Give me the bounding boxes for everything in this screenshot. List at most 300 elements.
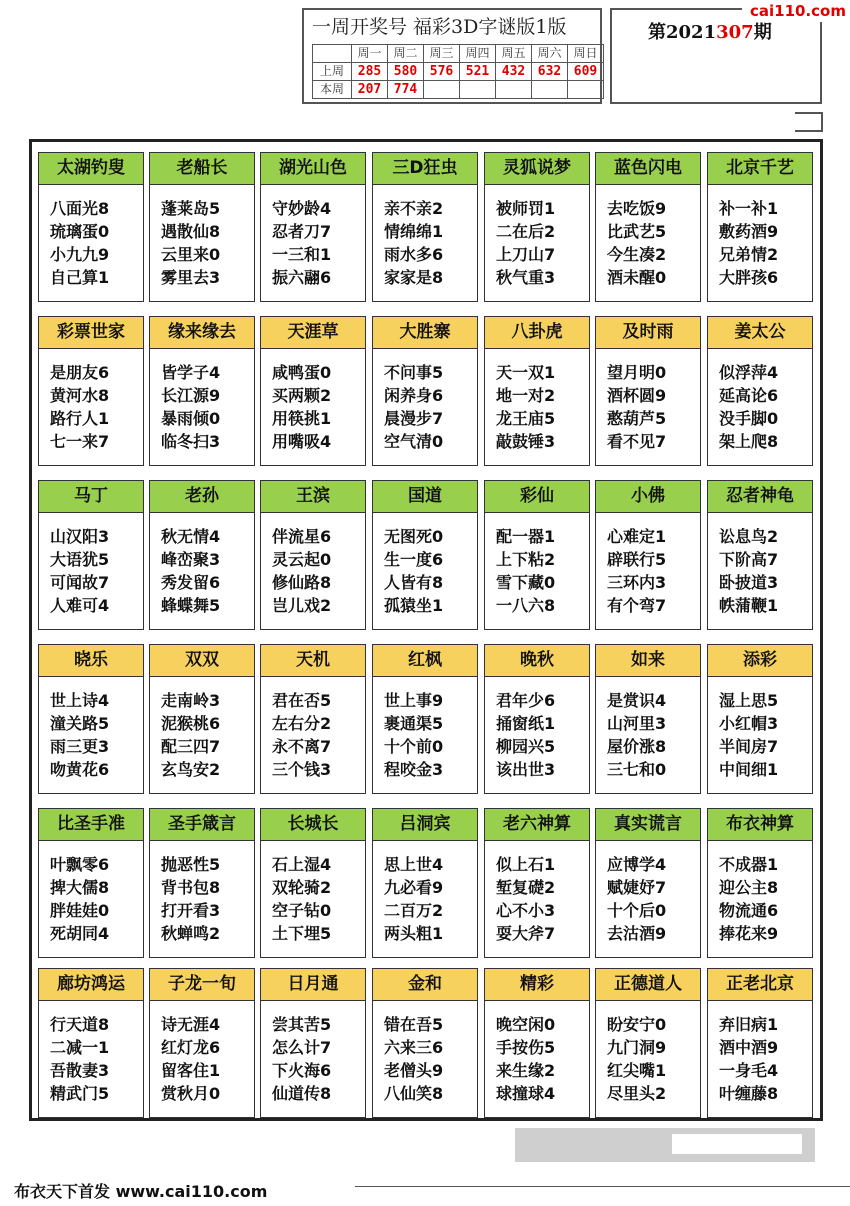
riddle-line: 灵云起0 bbox=[272, 550, 332, 569]
riddle-line: 仙道传8 bbox=[272, 1084, 332, 1103]
riddle-line: 买两颗2 bbox=[272, 386, 332, 405]
riddle-line: 不成器1 bbox=[719, 855, 779, 874]
draw-number bbox=[460, 81, 496, 99]
riddle-line: 该出世3 bbox=[496, 760, 556, 779]
riddle-card-title: 廊坊鸿运 bbox=[39, 969, 143, 1001]
riddle-line: 二减一1 bbox=[50, 1038, 110, 1057]
riddle-line: 人难可4 bbox=[50, 596, 110, 615]
riddle-line: 尽里头2 bbox=[607, 1084, 667, 1103]
riddle-line: 延高论6 bbox=[719, 386, 779, 405]
riddle-card bbox=[372, 480, 478, 630]
riddle-line: 孤猿坐1 bbox=[384, 596, 444, 615]
riddle-card-body bbox=[485, 349, 589, 453]
header-title: 一周开奖号 福彩3D字谜版1版 bbox=[312, 16, 567, 38]
draw-number: 285 bbox=[352, 63, 388, 81]
riddle-line: 振六翮6 bbox=[272, 268, 332, 287]
riddle-card bbox=[38, 480, 144, 630]
riddle-card-title: 吕洞宾 bbox=[373, 809, 477, 841]
riddle-line: 雨水多6 bbox=[384, 245, 444, 264]
riddle-line: 上刀山7 bbox=[496, 245, 556, 264]
last-week-label: 上周 bbox=[313, 63, 352, 81]
this-week-label: 本周 bbox=[313, 81, 352, 99]
footer-white-box bbox=[672, 1134, 802, 1154]
riddle-line: 泥猴桃6 bbox=[161, 714, 221, 733]
riddle-line: 长江源9 bbox=[161, 386, 221, 405]
riddle-card-body bbox=[373, 1001, 477, 1105]
riddle-line: 有个弯7 bbox=[607, 596, 667, 615]
riddle-card bbox=[595, 480, 701, 630]
riddle-line: 湿上思5 bbox=[719, 691, 779, 710]
riddle-line: 酒杯圆9 bbox=[607, 386, 667, 405]
riddle-card bbox=[38, 644, 144, 794]
riddle-line: 人皆有8 bbox=[384, 573, 444, 592]
riddle-line: 土下埋5 bbox=[272, 924, 332, 943]
riddle-line: 似浮萍4 bbox=[719, 363, 779, 382]
riddle-line: 似上石1 bbox=[496, 855, 556, 874]
riddle-line: 赏秋月0 bbox=[161, 1084, 221, 1103]
riddle-line: 山汉阳3 bbox=[50, 527, 110, 546]
riddle-card-body bbox=[596, 513, 700, 617]
riddle-line: 配三四7 bbox=[161, 737, 221, 756]
riddle-card bbox=[707, 316, 813, 466]
riddle-card-title: 太湖钓叟 bbox=[39, 153, 143, 185]
riddle-card-body bbox=[708, 841, 812, 945]
days-row bbox=[313, 45, 604, 63]
riddle-card-body bbox=[708, 677, 812, 781]
riddle-card-title: 彩仙 bbox=[485, 481, 589, 513]
issue-suffix: 期 bbox=[753, 22, 772, 43]
riddle-line: 叶飘零6 bbox=[50, 855, 110, 874]
riddle-line: 晨漫步7 bbox=[384, 409, 444, 428]
riddle-card-title: 天机 bbox=[261, 645, 365, 677]
riddle-line: 错在吾5 bbox=[384, 1015, 444, 1034]
riddle-line: 诗无涯4 bbox=[161, 1015, 221, 1034]
riddle-card-title: 缘来缘去 bbox=[150, 317, 254, 349]
riddle-card-title: 天涯草 bbox=[261, 317, 365, 349]
riddle-line: 背书包8 bbox=[161, 878, 221, 897]
draw-number: 432 bbox=[496, 63, 532, 81]
riddle-card-body bbox=[373, 513, 477, 617]
riddle-card-body bbox=[485, 841, 589, 945]
riddle-card-body bbox=[39, 841, 143, 945]
riddle-line: 半间房7 bbox=[719, 737, 779, 756]
riddle-line: 岂儿戏2 bbox=[272, 596, 332, 615]
riddle-card-title: 国道 bbox=[373, 481, 477, 513]
riddle-card bbox=[484, 644, 590, 794]
riddle-line: 蓬莱岛5 bbox=[161, 199, 221, 218]
riddle-card bbox=[595, 644, 701, 794]
riddle-line: 比武艺5 bbox=[607, 222, 667, 241]
riddle-line: 玄鸟安2 bbox=[161, 760, 221, 779]
riddle-line: 临冬扫3 bbox=[161, 432, 221, 451]
footer-divider bbox=[355, 1186, 850, 1187]
riddle-line: 尝其苦5 bbox=[272, 1015, 332, 1034]
riddle-line: 行天道8 bbox=[50, 1015, 110, 1034]
riddle-card bbox=[38, 316, 144, 466]
riddle-card-title: 晚秋 bbox=[485, 645, 589, 677]
riddle-line: 无图死0 bbox=[384, 527, 444, 546]
riddle-card-title: 子龙一旬 bbox=[150, 969, 254, 1001]
riddle-line: 三环内3 bbox=[607, 573, 667, 592]
riddle-line: 忍者刀7 bbox=[272, 222, 332, 241]
riddle-line: 屋价涨8 bbox=[607, 737, 667, 756]
riddle-card bbox=[260, 152, 366, 302]
riddle-card-title: 八卦虎 bbox=[485, 317, 589, 349]
riddle-line: 一身毛4 bbox=[719, 1061, 779, 1080]
riddle-line: 思上世4 bbox=[384, 855, 444, 874]
draw-number: 580 bbox=[388, 63, 424, 81]
riddle-line: 球撞球4 bbox=[496, 1084, 556, 1103]
riddle-card bbox=[149, 644, 255, 794]
issue-number-value: 307 bbox=[716, 22, 754, 43]
footer-text: 布衣天下首发 www.cai110.com bbox=[14, 1182, 268, 1201]
riddle-line: 抛恶性5 bbox=[161, 855, 221, 874]
riddle-card bbox=[595, 152, 701, 302]
riddle-card-title: 大胜寨 bbox=[373, 317, 477, 349]
riddle-line: 留客住1 bbox=[161, 1061, 221, 1080]
riddle-line: 卧披道3 bbox=[719, 573, 779, 592]
riddle-card-body bbox=[39, 185, 143, 289]
riddle-card bbox=[149, 152, 255, 302]
riddle-card-body bbox=[261, 185, 365, 289]
riddle-line: 捧花来9 bbox=[719, 924, 779, 943]
riddle-card bbox=[595, 968, 701, 1118]
riddle-card bbox=[260, 808, 366, 958]
riddle-line: 七一来7 bbox=[50, 432, 110, 451]
issue-number bbox=[648, 20, 772, 46]
riddle-card bbox=[484, 152, 590, 302]
site-logo-text[interactable]: cai110.com bbox=[742, 0, 850, 22]
riddle-line: 八仙笑8 bbox=[384, 1084, 444, 1103]
draw-number bbox=[424, 81, 460, 99]
riddle-card-body bbox=[39, 677, 143, 781]
riddle-line: 空气清0 bbox=[384, 432, 444, 451]
riddle-card-body bbox=[708, 513, 812, 617]
riddle-card-body bbox=[596, 1001, 700, 1105]
riddle-line: 老僧头9 bbox=[384, 1061, 444, 1080]
riddle-card-body bbox=[596, 349, 700, 453]
riddle-line: 补一补1 bbox=[719, 199, 779, 218]
riddle-line: 两头粗1 bbox=[384, 924, 444, 943]
riddle-line: 来生缘2 bbox=[496, 1061, 556, 1080]
riddle-line: 憨葫芦5 bbox=[607, 409, 667, 428]
riddle-card-body bbox=[261, 841, 365, 945]
riddle-line: 用筷挑1 bbox=[272, 409, 332, 428]
riddle-line: 八面光8 bbox=[50, 199, 110, 218]
riddle-line: 雾里去3 bbox=[161, 268, 221, 287]
riddle-line: 敲鼓锤3 bbox=[496, 432, 556, 451]
riddle-line: 地一对2 bbox=[496, 386, 556, 405]
riddle-line: 三个钱3 bbox=[272, 760, 332, 779]
riddle-line: 是朋友6 bbox=[50, 363, 110, 382]
riddle-line: 架上爬8 bbox=[719, 432, 779, 451]
riddle-line: 咸鸭蛋0 bbox=[272, 363, 332, 382]
riddle-line: 怎么计7 bbox=[272, 1038, 332, 1057]
riddle-line: 下火海6 bbox=[272, 1061, 332, 1080]
riddle-line: 秋蝉鸣2 bbox=[161, 924, 221, 943]
riddle-line: 峰峦聚3 bbox=[161, 550, 221, 569]
riddle-line: 九必看9 bbox=[384, 878, 444, 897]
day-label: 周三 bbox=[424, 45, 460, 63]
riddle-card-body bbox=[485, 185, 589, 289]
riddle-line: 一三和1 bbox=[272, 245, 332, 264]
riddle-line: 耍大斧7 bbox=[496, 924, 556, 943]
riddle-card-body bbox=[261, 1001, 365, 1105]
riddle-card-title: 长城长 bbox=[261, 809, 365, 841]
riddle-card-body bbox=[596, 841, 700, 945]
riddle-card bbox=[484, 316, 590, 466]
riddle-card-title: 金和 bbox=[373, 969, 477, 1001]
draw-number: 576 bbox=[424, 63, 460, 81]
riddle-line: 吾散妻3 bbox=[50, 1061, 110, 1080]
riddle-line: 山河里3 bbox=[607, 714, 667, 733]
riddle-line: 家家是8 bbox=[384, 268, 444, 287]
corner-decoration bbox=[795, 112, 823, 132]
riddle-card-body bbox=[373, 677, 477, 781]
riddle-card-title: 正德道人 bbox=[596, 969, 700, 1001]
riddle-card-title: 如来 bbox=[596, 645, 700, 677]
riddle-line: 小九九9 bbox=[50, 245, 110, 264]
day-label: 周日 bbox=[568, 45, 604, 63]
riddle-card bbox=[372, 316, 478, 466]
riddle-card-title: 北京千艺 bbox=[708, 153, 812, 185]
riddle-card bbox=[484, 480, 590, 630]
riddle-card-body bbox=[708, 185, 812, 289]
riddle-line: 手按伤5 bbox=[496, 1038, 556, 1057]
draw-number bbox=[532, 81, 568, 99]
riddle-line: 云里来0 bbox=[161, 245, 221, 264]
riddle-line: 弃旧病1 bbox=[719, 1015, 779, 1034]
riddle-line: 没手脚0 bbox=[719, 409, 779, 428]
riddle-line: 敷药酒9 bbox=[719, 222, 779, 241]
riddle-card bbox=[707, 644, 813, 794]
riddle-line: 看不见7 bbox=[607, 432, 667, 451]
day-label: 周二 bbox=[388, 45, 424, 63]
riddle-line: 胖娃娃0 bbox=[50, 901, 110, 920]
draw-number: 207 bbox=[352, 81, 388, 99]
riddle-line: 程咬金3 bbox=[384, 760, 444, 779]
riddle-line: 修仙路8 bbox=[272, 573, 332, 592]
riddle-card-body bbox=[150, 349, 254, 453]
riddle-line: 世上诗4 bbox=[50, 691, 110, 710]
riddle-line: 路行人1 bbox=[50, 409, 110, 428]
riddle-card-title: 灵狐说梦 bbox=[485, 153, 589, 185]
riddle-line: 自己算1 bbox=[50, 268, 110, 287]
riddle-line: 十个后0 bbox=[607, 901, 667, 920]
riddle-line: 十个前0 bbox=[384, 737, 444, 756]
riddle-card-title: 日月通 bbox=[261, 969, 365, 1001]
riddle-card-body bbox=[150, 513, 254, 617]
riddle-card-body bbox=[261, 677, 365, 781]
draw-results-table bbox=[312, 44, 604, 99]
riddle-line: 精武门5 bbox=[50, 1084, 110, 1103]
riddle-line: 今生凑2 bbox=[607, 245, 667, 264]
riddle-line: 红灯龙6 bbox=[161, 1038, 221, 1057]
riddle-card-title: 忍者神龟 bbox=[708, 481, 812, 513]
riddle-card bbox=[372, 808, 478, 958]
riddle-line: 打开看3 bbox=[161, 901, 221, 920]
riddle-line: 九门洞9 bbox=[607, 1038, 667, 1057]
riddle-line: 大胖孩6 bbox=[719, 268, 779, 287]
riddle-line: 守妙龄4 bbox=[272, 199, 332, 218]
riddle-line: 黄河水8 bbox=[50, 386, 110, 405]
riddle-card-body bbox=[373, 841, 477, 945]
riddle-line: 雨三更3 bbox=[50, 737, 110, 756]
draw-number: 521 bbox=[460, 63, 496, 81]
riddle-line: 帙蒲鞭1 bbox=[719, 596, 779, 615]
riddle-card-body bbox=[150, 841, 254, 945]
riddle-line: 物流通6 bbox=[719, 901, 779, 920]
riddle-line: 用嘴吸4 bbox=[272, 432, 332, 451]
this-week-row bbox=[313, 81, 604, 99]
riddle-card bbox=[372, 968, 478, 1118]
riddle-line: 小红帽3 bbox=[719, 714, 779, 733]
draw-number: 774 bbox=[388, 81, 424, 99]
riddle-line: 讼息鸟2 bbox=[719, 527, 779, 546]
riddle-card-title: 老孙 bbox=[150, 481, 254, 513]
riddle-line: 石上湿4 bbox=[272, 855, 332, 874]
riddle-card bbox=[260, 968, 366, 1118]
riddle-line: 双轮骑2 bbox=[272, 878, 332, 897]
riddle-card-body bbox=[596, 677, 700, 781]
riddle-card-body bbox=[485, 1001, 589, 1105]
riddle-card bbox=[38, 968, 144, 1118]
riddle-line: 去沽酒9 bbox=[607, 924, 667, 943]
riddle-card bbox=[372, 152, 478, 302]
riddle-card-body bbox=[596, 185, 700, 289]
riddle-line: 下阶高7 bbox=[719, 550, 779, 569]
riddle-card-body bbox=[150, 1001, 254, 1105]
riddle-line: 生一度6 bbox=[384, 550, 444, 569]
riddle-card-title: 晓乐 bbox=[39, 645, 143, 677]
riddle-line: 应博学4 bbox=[607, 855, 667, 874]
corner-cell bbox=[313, 45, 352, 63]
riddle-line: 琉璃蛋0 bbox=[50, 222, 110, 241]
riddle-line: 一八六8 bbox=[496, 596, 556, 615]
riddle-line: 伴流星6 bbox=[272, 527, 332, 546]
riddle-line: 空子钻0 bbox=[272, 901, 332, 920]
riddle-line: 可闻故7 bbox=[50, 573, 110, 592]
riddle-line: 上下粘2 bbox=[496, 550, 556, 569]
draw-number bbox=[496, 81, 532, 99]
riddle-card-title: 小佛 bbox=[596, 481, 700, 513]
riddle-card-body bbox=[39, 513, 143, 617]
riddle-card-body bbox=[150, 677, 254, 781]
riddle-card bbox=[707, 480, 813, 630]
riddle-card-title: 马丁 bbox=[39, 481, 143, 513]
riddle-card-body bbox=[39, 1001, 143, 1105]
riddle-card-body bbox=[708, 349, 812, 453]
riddle-card-title: 精彩 bbox=[485, 969, 589, 1001]
riddle-card-body bbox=[485, 513, 589, 617]
riddle-line: 配一器1 bbox=[496, 527, 556, 546]
riddle-card bbox=[595, 808, 701, 958]
riddle-line: 望月明0 bbox=[607, 363, 667, 382]
riddle-card-title: 老六神算 bbox=[485, 809, 589, 841]
riddle-card-title: 红枫 bbox=[373, 645, 477, 677]
riddle-card-title: 双双 bbox=[150, 645, 254, 677]
riddle-card-body bbox=[39, 349, 143, 453]
riddle-line: 大语犹5 bbox=[50, 550, 110, 569]
riddle-card-body bbox=[485, 677, 589, 781]
riddle-line: 六来三6 bbox=[384, 1038, 444, 1057]
riddle-line: 左右分2 bbox=[272, 714, 332, 733]
riddle-card-title: 圣手箴言 bbox=[150, 809, 254, 841]
riddle-card-title: 姜太公 bbox=[708, 317, 812, 349]
riddle-card-title: 王滨 bbox=[261, 481, 365, 513]
riddle-line: 潼关路5 bbox=[50, 714, 110, 733]
riddle-card-body bbox=[708, 1001, 812, 1105]
riddle-line: 捭大儒8 bbox=[50, 878, 110, 897]
riddle-card bbox=[149, 480, 255, 630]
riddle-card-title: 湖光山色 bbox=[261, 153, 365, 185]
riddle-line: 秋无情4 bbox=[161, 527, 221, 546]
riddle-line: 酒未醒0 bbox=[607, 268, 667, 287]
riddle-line: 柳园兴5 bbox=[496, 737, 556, 756]
riddle-card bbox=[484, 968, 590, 1118]
riddle-line: 君年少6 bbox=[496, 691, 556, 710]
draw-number: 632 bbox=[532, 63, 568, 81]
riddle-line: 裹通渠5 bbox=[384, 714, 444, 733]
draw-number: 609 bbox=[568, 63, 604, 81]
riddle-line: 秋气重3 bbox=[496, 268, 556, 287]
riddle-card-body bbox=[373, 349, 477, 453]
day-label: 周四 bbox=[460, 45, 496, 63]
riddle-line: 闲养身6 bbox=[384, 386, 444, 405]
riddle-line: 心不小3 bbox=[496, 901, 556, 920]
riddle-card bbox=[707, 152, 813, 302]
riddle-card bbox=[260, 644, 366, 794]
riddle-line: 君在否5 bbox=[272, 691, 332, 710]
riddle-card bbox=[484, 808, 590, 958]
riddle-line: 兄弟情2 bbox=[719, 245, 779, 264]
riddle-line: 亲不亲2 bbox=[384, 199, 444, 218]
riddle-card-body bbox=[261, 513, 365, 617]
riddle-line: 赋婕妤7 bbox=[607, 878, 667, 897]
riddle-line: 遇散仙8 bbox=[161, 222, 221, 241]
riddle-line: 死胡同4 bbox=[50, 924, 110, 943]
riddle-card-title: 蓝色闪电 bbox=[596, 153, 700, 185]
riddle-line: 不问事5 bbox=[384, 363, 444, 382]
riddle-card bbox=[707, 808, 813, 958]
riddle-card-title: 三D狂虫 bbox=[373, 153, 477, 185]
riddle-card bbox=[38, 152, 144, 302]
riddle-card-title: 添彩 bbox=[708, 645, 812, 677]
riddle-card-body bbox=[373, 185, 477, 289]
riddle-card bbox=[707, 968, 813, 1118]
riddle-line: 二百万2 bbox=[384, 901, 444, 920]
riddle-line: 是赏识4 bbox=[607, 691, 667, 710]
riddle-line: 盼安宁0 bbox=[607, 1015, 667, 1034]
day-label: 周五 bbox=[496, 45, 532, 63]
riddle-line: 暴雨倾0 bbox=[161, 409, 221, 428]
last-week-row bbox=[313, 63, 604, 81]
riddle-card bbox=[260, 480, 366, 630]
riddle-line: 捅窗纸1 bbox=[496, 714, 556, 733]
riddle-card-title: 正老北京 bbox=[708, 969, 812, 1001]
riddle-line: 世上事9 bbox=[384, 691, 444, 710]
riddle-line: 辟联行5 bbox=[607, 550, 667, 569]
riddle-line: 雪下藏0 bbox=[496, 573, 556, 592]
riddle-line: 皆学子4 bbox=[161, 363, 221, 382]
riddle-line: 迎公主8 bbox=[719, 878, 779, 897]
riddle-card bbox=[149, 808, 255, 958]
riddle-line: 龙王庙5 bbox=[496, 409, 556, 428]
riddle-line: 天一双1 bbox=[496, 363, 556, 382]
riddle-line: 酒中酒9 bbox=[719, 1038, 779, 1057]
riddle-card bbox=[149, 968, 255, 1118]
riddle-line: 秀发留6 bbox=[161, 573, 221, 592]
